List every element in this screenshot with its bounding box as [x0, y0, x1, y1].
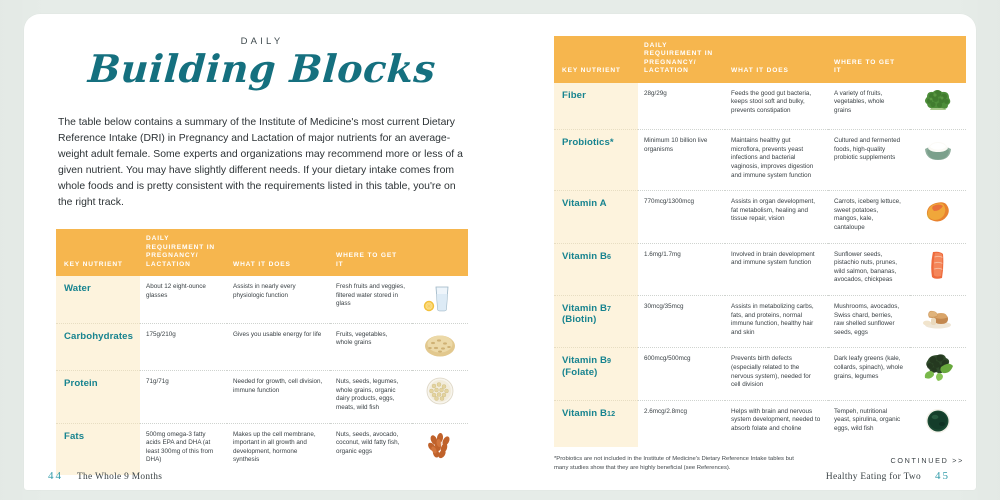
left-page — [56, 32, 468, 475]
probiotics-footnote: *Probiotics are not included in the Institute of Medicine's Dietary Reference Intake tables but many studies show that they are highly beneficial (see References). — [554, 456, 794, 471]
intro-paragraph: The table below contains a summary of the Institute of Medicine's most current Dietary Reference Intake (DRI) in Pregnancy and Lactation of major nutrients for an average-weight adult female. Some experts and organizations may recommend more or less of a given nutrient. You may have slightly different needs. If your dietary intake comes from whole foods and is pretty consistent with the requirements listed in this table, you're on the right track. — [58, 116, 463, 209]
nutrient-sources: Fresh fruits and veggies, filtered water stored in glass — [330, 276, 412, 323]
nutrient-name — [554, 400, 638, 447]
col-header-what-it-does: WHAT IT DOES — [227, 229, 330, 276]
left-table-header — [56, 229, 468, 276]
nutrient-name-main: Vitamin B6 — [562, 250, 612, 262]
broccoli-image — [916, 86, 960, 120]
col-header-where-to-get-it: WHERE TO GET IT — [330, 229, 412, 276]
nutrient-name: Carbohydrates — [56, 323, 140, 371]
right-table-header — [554, 36, 966, 83]
nutrient-function: Involved in brain development and immune system function — [725, 243, 828, 295]
nutrient-name — [554, 191, 638, 243]
nutrient-name-main: Vitamin A — [562, 198, 607, 210]
spirulina-image — [916, 404, 960, 438]
nutrient-requirement: 500mg omega-3 fatty acids EPA and DHA (at least 300mg of this from DHA) — [146, 430, 214, 464]
table-header-row — [56, 229, 468, 276]
nutrient-function: Helps with brain and nervous system development, needed to absorb folate and choline — [731, 407, 821, 432]
col-header-daily-requirement: DAILY REQUIREMENT IN PREGNANCY/ LACTATION — [638, 36, 725, 83]
page-surface — [24, 14, 976, 490]
nutrient-requirement: 1.6mg/1.7mg — [638, 243, 725, 295]
table-row — [554, 191, 966, 243]
nutrient-function: Needed for growth, cell division, immune function — [227, 371, 330, 423]
nutrient-image-cell — [910, 295, 966, 347]
page-number-left: 44 — [48, 470, 63, 482]
nutrient-image-cell — [910, 348, 966, 400]
chickpeas-bowl-image — [418, 374, 462, 408]
nutrient-requirement: 71g/71g — [140, 371, 227, 423]
col-header-daily-requirement: DAILY REQUIREMENT IN PREGNANCY/ LACTATION — [140, 229, 227, 276]
oats-grain-pile-image — [418, 327, 462, 361]
nutrient-function: Gives you usable energy for life — [227, 323, 330, 371]
nutrient-sources: Mushrooms, avocados, Swiss chard, berries, raw shelled sunflower seeds, eggs — [828, 295, 910, 347]
page-title: Building Blocks — [86, 46, 438, 91]
nutrient-name-main: Fiber — [562, 89, 586, 101]
nutrient-name: Protein — [56, 371, 140, 423]
right-table-body — [554, 83, 966, 448]
table-row — [56, 371, 468, 423]
nutrient-name-main: Vitamin B7 — [562, 302, 612, 314]
col-header-where-to-get-it: WHERE TO GET IT — [828, 36, 910, 83]
nutrient-sources: A variety of fruits, vegetables, whole grains — [828, 83, 910, 130]
nutrient-name-main: Vitamin B12 — [562, 407, 616, 419]
table-row — [554, 83, 966, 130]
right-nutrient-table — [554, 36, 966, 447]
nutrient-image-cell — [910, 83, 966, 130]
nutrient-name-main: Probiotics* — [562, 137, 614, 149]
nutrient-function: Maintains healthy gut microflora, prevents yeast infections and bacterial vaginosis, improves digestion and immune system function — [725, 130, 828, 191]
nutrient-requirement: 600mcg/500mcg — [638, 348, 725, 400]
nutrient-image-cell — [910, 191, 966, 243]
nutrient-sources: Dark leafy greens (kale, collards, spinach), whole grains, legumes — [828, 348, 910, 400]
nutrient-name — [554, 83, 638, 130]
nutrient-image-cell — [412, 276, 468, 323]
salmon-fillet-image — [916, 247, 960, 281]
nutrient-name-alt: (Folate) — [562, 366, 598, 378]
nutrient-image-cell — [412, 371, 468, 423]
book-title-left: The Whole 9 Months — [77, 472, 163, 482]
nutrient-image-cell — [910, 243, 966, 295]
chapter-title-right: Healthy Eating for Two — [825, 472, 921, 482]
table-row — [56, 276, 468, 323]
nutrient-function: Prevents birth defects (especially related to the nervous system), needed for cell division — [725, 348, 828, 400]
nutrient-requirement: Minimum 10 billion live organisms — [638, 130, 725, 191]
continued-label: CONTINUED >> — [890, 456, 964, 466]
nutrient-requirement: 770mcg/1300mcg — [638, 191, 725, 243]
nutrient-requirement: 175g/210g — [140, 323, 227, 371]
col-header-key-nutrient: KEY NUTRIENT — [56, 229, 140, 276]
table-row — [56, 423, 468, 475]
nutrient-requirement: 2.6mcg/2.8mcg — [644, 407, 688, 415]
nutrient-function: Assists in organ development, fat metabolism, healing and tissue repair, vision — [725, 191, 828, 243]
nutrient-name: Water — [56, 276, 140, 323]
mango-image — [916, 194, 960, 228]
col-header-image — [910, 36, 966, 83]
nutrient-name — [554, 243, 638, 295]
nutrient-name: Fats — [56, 423, 140, 475]
nutrient-sources: Carrots, iceberg lettuce, sweet potatoes, mangos, kale, cantaloupe — [828, 191, 910, 243]
yogurt-bowl-image — [916, 133, 960, 167]
leafy-greens-image — [916, 351, 960, 385]
nutrient-image-cell — [910, 130, 966, 191]
page-eyebrow: DAILY — [240, 36, 284, 47]
water-glass-lemon-image — [418, 279, 462, 313]
page-number-right: 45 — [935, 470, 950, 482]
nutrient-requirement: About 12 eight-ounce glasses — [140, 276, 227, 323]
table-row — [554, 295, 966, 347]
nutrient-name — [554, 348, 638, 400]
table-row — [554, 130, 966, 191]
table-row — [554, 348, 966, 400]
nutrient-function: Assists in metabolizing carbs, fats, and proteins, normal immune function, healthy hair and skin — [725, 295, 828, 347]
nutrient-requirement: 30mcg/35mcg — [638, 295, 725, 347]
nutrient-sources: Nuts, seeds, avocado, coconut, wild fatty fish, organic eggs — [336, 430, 400, 455]
table-row — [554, 400, 966, 447]
col-header-what-it-does: WHAT IT DOES — [725, 36, 828, 83]
nutrient-sources: Nuts, seeds, legumes, whole grains, organic dairy products, eggs, meats, wild fish — [330, 371, 412, 423]
table-row — [56, 323, 468, 371]
col-header-key-nutrient: KEY NUTRIENT — [554, 36, 638, 83]
left-nutrient-table — [56, 229, 468, 475]
nutrient-name-main: Vitamin B9 — [562, 355, 612, 367]
nutrient-name — [554, 130, 638, 191]
table-header-row — [554, 36, 966, 83]
nutrient-function: Feeds the good gut bacteria, keeps stool soft and bulky, prevents constipation — [725, 83, 828, 130]
nutrient-name-alt: (Biotin) — [562, 314, 597, 326]
table-row — [554, 243, 966, 295]
nutrient-sources: Cultured and fermented foods, high-quality probiotic supplements — [828, 130, 910, 191]
left-table-body — [56, 276, 468, 475]
mushrooms-image — [916, 299, 960, 333]
nutrient-function: Makes up the cell membrane, important in all growth and development, hormone synthesis — [233, 430, 316, 464]
nutrient-image-cell — [412, 423, 468, 475]
right-page — [554, 36, 966, 472]
nutrient-sources: Fruits, vegetables, whole grains — [330, 323, 412, 371]
almonds-image — [418, 427, 462, 461]
col-header-image — [412, 229, 468, 276]
nutrient-sources: Tempeh, nutritional yeast, spirulina, organic eggs, wild fish — [834, 407, 901, 432]
footer-right — [826, 470, 950, 482]
nutrient-name — [554, 295, 638, 347]
nutrient-requirement: 28g/29g — [638, 83, 725, 130]
nutrient-image-cell — [412, 323, 468, 371]
nutrient-image-cell — [910, 400, 966, 447]
nutrient-sources: Sunflower seeds, pistachio nuts, prunes, wild salmon, bananas, avocados, chickpeas — [828, 243, 910, 295]
footer-left — [48, 470, 162, 482]
nutrient-function: Assists in nearly every physiologic function — [227, 276, 330, 323]
